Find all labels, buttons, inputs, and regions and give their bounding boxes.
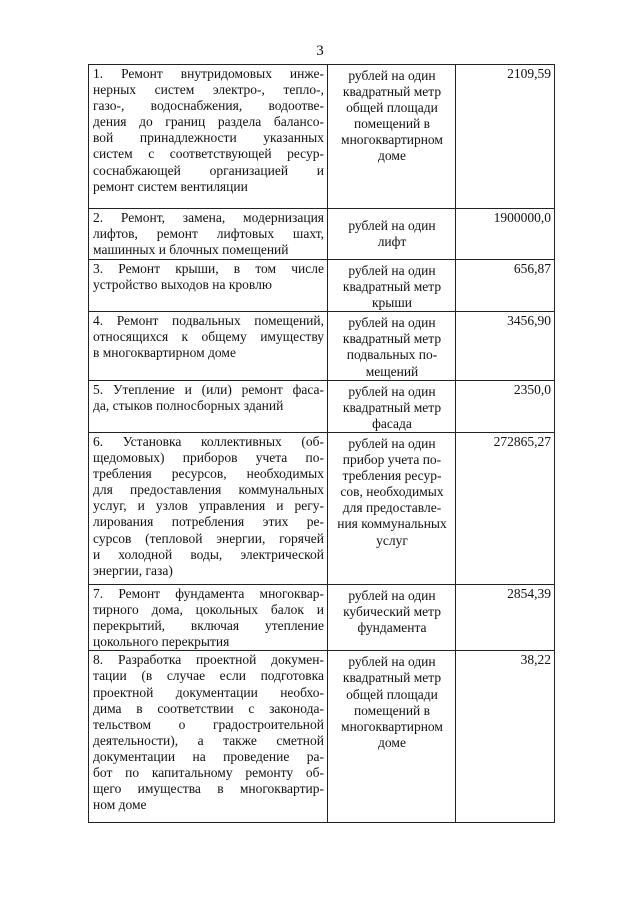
work-description-line: 5. Утепление и (или) ремонт фаса- — [93, 381, 324, 397]
unit-of-measure-line: квадратный метр — [342, 279, 442, 295]
cost-value-cell: 2350,0 — [456, 380, 555, 432]
unit-of-measure-line: рублей на один — [348, 263, 436, 278]
work-description-line: систем с соответствующей ресур- — [93, 146, 324, 162]
cost-value-cell: 2109,59 — [456, 65, 555, 209]
unit-of-measure-line: доме — [378, 734, 406, 750]
work-description-line: вой принадлежности указанных — [93, 130, 324, 146]
work-description-line: тации (в случае если подготовка — [93, 668, 324, 684]
table-row — [89, 209, 555, 260]
unit-of-measure-line: услуг — [376, 532, 408, 548]
work-description-line: дения до границ раздела балансо- — [93, 114, 324, 130]
cost-value-cell: 656,87 — [456, 260, 555, 312]
unit-of-measure-line: фасада — [372, 415, 412, 431]
work-description-cell — [89, 651, 328, 823]
cost-value-cell: 272865,27 — [456, 432, 555, 584]
unit-of-measure-line: требления ресур- — [342, 468, 442, 484]
work-description-line: дима в соответствии с законода- — [93, 700, 324, 716]
unit-of-measure-line: помещений в — [353, 702, 431, 718]
cost-value-cell: 2854,39 — [456, 584, 555, 650]
unit-of-measure-line: рублей на один — [348, 315, 436, 331]
work-description-line: проектной документации необхо- — [93, 684, 324, 700]
unit-of-measure-line: доме — [378, 148, 406, 164]
work-description-cell — [89, 65, 328, 209]
unit-of-measure-line: подвальных по- — [346, 347, 438, 363]
work-description-line: 7. Ремонт фундамента многоквар- — [93, 585, 324, 601]
work-description-cell — [89, 312, 328, 380]
unit-of-measure-line: помещений в — [353, 116, 431, 132]
work-description-line: перекрытий, включая утепление — [93, 618, 324, 634]
unit-of-measure-cell — [328, 260, 456, 312]
unit-of-measure-line: крыши — [372, 295, 412, 311]
work-description-cell — [89, 209, 328, 260]
work-description-line: 2. Ремонт, замена, модернизация — [93, 210, 324, 225]
work-description-cell — [89, 260, 328, 312]
work-description-line: 3. Ремонт крыши, в том числе — [93, 261, 324, 276]
work-description-line: 1. Ремонт внутридомовых инже- — [93, 66, 324, 81]
table-body — [89, 65, 555, 823]
unit-of-measure-line: мещений — [365, 363, 419, 379]
unit-of-measure-line: рублей на один — [348, 383, 436, 399]
unit-of-measure-line: квадратный метр — [342, 670, 442, 686]
work-description-line: щего имущества в многоквартир- — [93, 781, 324, 797]
unit-of-measure-line: общей площади — [346, 686, 438, 702]
unit-of-measure-line: рублей на один — [348, 587, 436, 603]
work-description-line: относящихся к общему имуществу — [93, 329, 324, 345]
work-description-line: машинных и блочных помещений — [93, 242, 289, 258]
work-description-line: деятельности), а также сметной — [93, 732, 324, 748]
unit-of-measure-cell — [328, 584, 456, 650]
unit-of-measure-line: сов, необходимых — [340, 484, 444, 500]
unit-of-measure-line: рублей на один — [348, 218, 436, 233]
work-description-line: устройство выходов на кровлю — [93, 277, 272, 293]
unit-of-measure-cell — [328, 65, 456, 209]
unit-of-measure-line: рублей на один — [348, 435, 436, 451]
work-description-line: энергии, газа) — [93, 562, 173, 578]
unit-of-measure-line: фундамента — [357, 620, 427, 636]
unit-of-measure-line: многоквартирном — [341, 718, 443, 734]
unit-of-measure-line: рублей на один — [348, 654, 436, 670]
work-description-line: щедомовых) приборов учета по- — [93, 450, 324, 466]
unit-of-measure-line: многоквартирном — [341, 132, 443, 148]
cost-value-cell: 38,22 — [456, 651, 555, 823]
cost-value-cell: 1900000,0 — [456, 209, 555, 260]
work-description-line: ремонт систем вентиляции — [93, 178, 248, 194]
unit-of-measure-line: ния коммунальных — [337, 516, 447, 532]
unit-of-measure-line: для предоставле- — [342, 500, 442, 516]
work-description-line: соснабжающей организацией и — [93, 162, 324, 178]
work-description-line: в многоквартирном доме — [93, 345, 236, 361]
unit-of-measure-cell — [328, 312, 456, 380]
work-description-line: сурсов (тепловой энергии, горячей — [93, 530, 324, 546]
work-description-line: документации на проведение ра- — [93, 748, 324, 764]
table-row — [89, 312, 555, 380]
work-description-line: услуг, и узлов управления и регу- — [93, 498, 324, 514]
unit-of-measure-line: квадратный метр — [342, 84, 442, 100]
table-row — [89, 651, 555, 823]
table-row — [89, 65, 555, 209]
unit-of-measure-line: квадратный метр — [342, 331, 442, 347]
work-description-line: газо-, водоснабжения, водоотве- — [93, 98, 324, 114]
page-number: 3 — [316, 43, 324, 59]
work-description-line: бот по капитальному ремонту об- — [93, 764, 324, 780]
work-description-cell — [89, 380, 328, 432]
work-description-line: для предоставления коммунальных — [93, 482, 324, 498]
work-description-line: цокольного перекрытия — [93, 634, 230, 650]
work-description-line: 8. Разработка проектной докумен- — [93, 652, 324, 668]
unit-of-measure-line: лифт — [377, 234, 407, 250]
table-row — [89, 380, 555, 432]
work-description-line: 6. Установка коллективных (об- — [93, 433, 324, 449]
capital-repair-cost-table — [88, 64, 555, 823]
unit-of-measure-line: общей площади — [346, 100, 438, 116]
work-description-line: нерных систем электро-, тепло-, — [93, 82, 324, 98]
work-description-line: требления ресурсов, необходимых — [93, 466, 324, 482]
table-row — [89, 584, 555, 650]
unit-of-measure-cell — [328, 651, 456, 823]
work-description-line: лирования потребления этих ре- — [93, 514, 324, 530]
table-row — [89, 432, 555, 584]
work-description-cell — [89, 432, 328, 584]
unit-of-measure-line: прибор учета по- — [342, 452, 442, 468]
unit-of-measure-line: рублей на один — [348, 68, 436, 83]
work-description-line: и холодной воды, электрической — [93, 546, 324, 562]
unit-of-measure-cell — [328, 209, 456, 260]
cost-value-cell: 3456,90 — [456, 312, 555, 380]
unit-of-measure-cell — [328, 380, 456, 432]
work-description-line: ном доме — [93, 797, 147, 813]
work-description-line: 4. Ремонт подвальных помещений, — [93, 313, 324, 329]
work-description-cell — [89, 584, 328, 650]
work-description-line: тирного дома, цокольных балок и — [93, 602, 324, 618]
work-description-line: лифтов, ремонт лифтовых шахт, — [93, 226, 324, 242]
work-description-line: да, стыков полносборных зданий — [93, 397, 284, 413]
unit-of-measure-line: кубический метр — [343, 604, 441, 620]
table-row — [89, 260, 555, 312]
unit-of-measure-line: квадратный метр — [342, 399, 442, 415]
work-description-line: тельством о градостроительной — [93, 716, 324, 732]
unit-of-measure-cell — [328, 432, 456, 584]
